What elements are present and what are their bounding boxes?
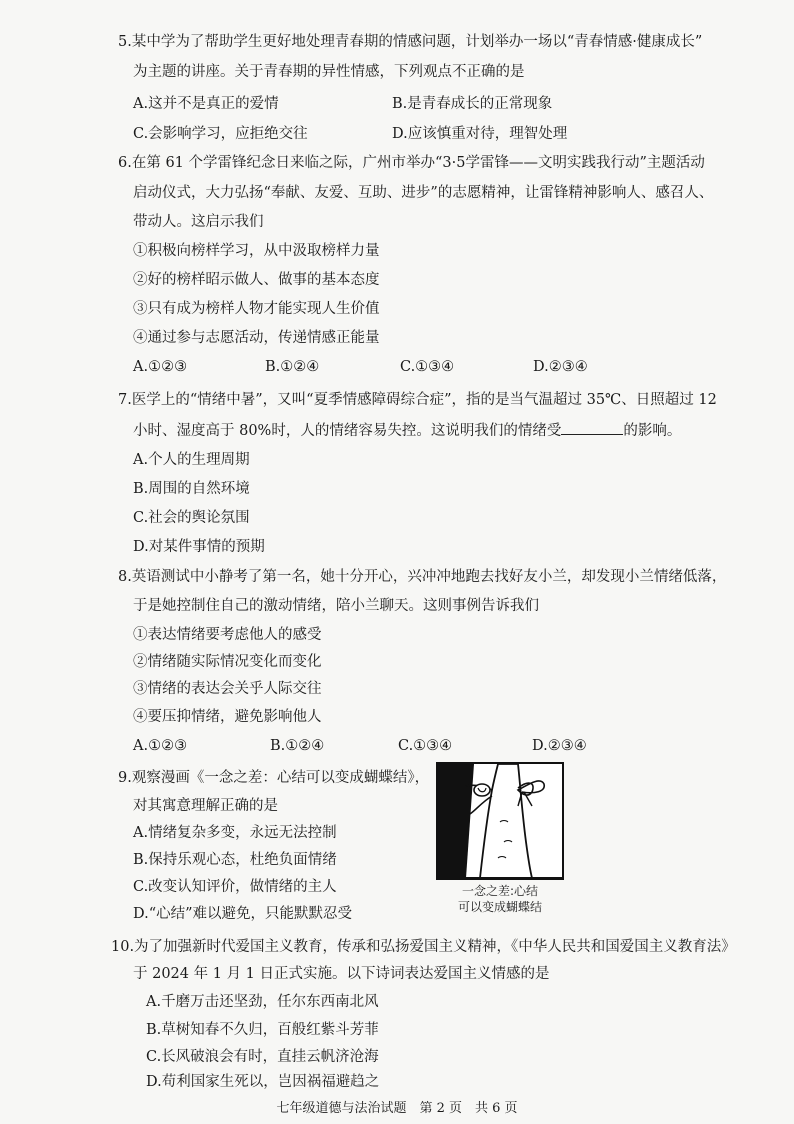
q5-option-a: A.这并不是真正的爱情 [133,96,279,112]
q8-statement-2: ②情绪随实际情况变化而变化 [133,654,322,670]
q9-option-c: C.改变认知评价，做情绪的主人 [133,879,337,895]
q8-statement-3: ③情绪的表达会关乎人际交往 [133,681,322,697]
q9-stem-line2: 对其寓意理解正确的是 [133,798,278,814]
q7-answer-blank [561,420,623,435]
page-footer: 七年级道德与法治试题 第 2 页 共 6 页 [276,1101,518,1116]
q5-stem-line1: 5.某中学为了帮助学生更好地处理青春期的情感问题，计划举办一场以“青春情感·健康成长” [118,34,703,50]
q5-option-c: C.会影响学习，应拒绝交往 [133,126,308,142]
q10-option-d: D.苟利国家生死以，岂因祸福避趋之 [146,1074,380,1090]
q6-statement-2: ②好的榜样昭示做人、做事的基本态度 [133,272,380,288]
q9-stem-line1: 9.观察漫画《一念之差：心结可以变成蝴蝶结》， [118,770,430,786]
q5-option-d: D.应该慎重对待，理智处理 [392,126,568,142]
q9-option-a: A.情绪复杂多变，永远无法控制 [133,825,337,841]
q10-stem-line2: 于 2024 年 1 月 1 日正式实施。以下诗词表达爱国主义情感的是 [133,966,550,982]
q7-option-d: D.对某件事情的预期 [133,539,265,555]
q10-option-c: C.长风破浪会有时，直挂云帆济沧海 [146,1049,379,1065]
q6-option-b: B.①②④ [265,359,320,375]
q10-option-a: A.千磨万击还坚劲，任尔东西南北风 [146,994,379,1010]
q6-option-c: C.①③④ [400,359,455,375]
q8-option-b: B.①②④ [270,738,325,754]
q7-option-c: C.社会的舆论氛围 [133,510,250,526]
q9-option-d: D.“心结”难以避免，只能默默忍受 [133,906,353,922]
q8-option-d: D.②③④ [532,738,587,754]
q7-stem-line2-end: 的影响。 [623,423,682,439]
q8-statement-4: ④要压抑情绪，避免影响他人 [133,709,322,725]
q5-option-b: B.是青春成长的正常现象 [392,96,553,112]
comic-caption-line2: 可以变成蝴蝶结 [457,900,542,914]
comic-illustration [436,762,564,880]
q6-statement-4: ④通过参与志愿活动，传递情感正能量 [133,330,380,346]
q8-option-c: C.①③④ [398,738,453,754]
q6-stem-line3: 带动人。这启示我们 [133,214,264,230]
comic-caption-line1: 一念之差:心结 [461,884,539,898]
q5-stem-line2: 为主题的讲座。关于青春期的异性情感，下列观点不正确的是 [133,64,525,80]
q7-option-a: A.个人的生理周期 [133,452,250,468]
q8-stem-line1: 8.英语测试中小静考了第一名，她十分开心，兴冲冲地跑去找好友小兰，却发现小兰情绪低落， [118,569,727,585]
q8-statement-1: ①表达情绪要考虑他人的感受 [133,627,322,643]
q6-option-d: D.②③④ [533,359,588,375]
q7-option-b: B.周围的自然环境 [133,481,250,497]
q7-stem-line2 [133,420,681,441]
q6-stem-line2: 启动仪式，大力弘扬“奉献、友爱、互助、进步”的志愿精神，让雷锋精神影响人、感召人、 [133,185,714,201]
q8-option-a: A.①②③ [133,738,188,754]
q6-option-a: A.①②③ [133,359,188,375]
q10-stem-line1: 10.为了加强新时代爱国主义教育，传承和弘扬爱国主义精神，《中华人民共和国爱国主义教育法》 [111,939,736,955]
q6-stem-line1: 6.在第 61 个学雷锋纪念日来临之际，广州市举办“3·5学雷锋——文明实践我行动”主题活动 [118,155,705,171]
q9-option-b: B.保持乐观心态，杜绝负面情绪 [133,852,337,868]
q6-statement-1: ①积极向榜样学习，从中汲取榜样力量 [133,243,380,259]
q7-stem-line2-start: 小时、湿度高于 80%时，人的情绪容易失控。这说明我们的情绪受 [133,423,562,439]
q7-stem-line1: 7.医学上的“情绪中暑”，又叫“夏季情感障碍综合症”，指的是当气温超过 35℃、日照超过 12 [118,392,717,408]
q6-statement-3: ③只有成为榜样人物才能实现人生价值 [133,301,380,317]
q8-stem-line2: 于是她控制住自己的激动情绪，陪小兰聊天。这则事例告诉我们 [133,598,539,614]
q10-option-b: B.草树知春不久归，百般红紫斗芳菲 [146,1022,379,1038]
